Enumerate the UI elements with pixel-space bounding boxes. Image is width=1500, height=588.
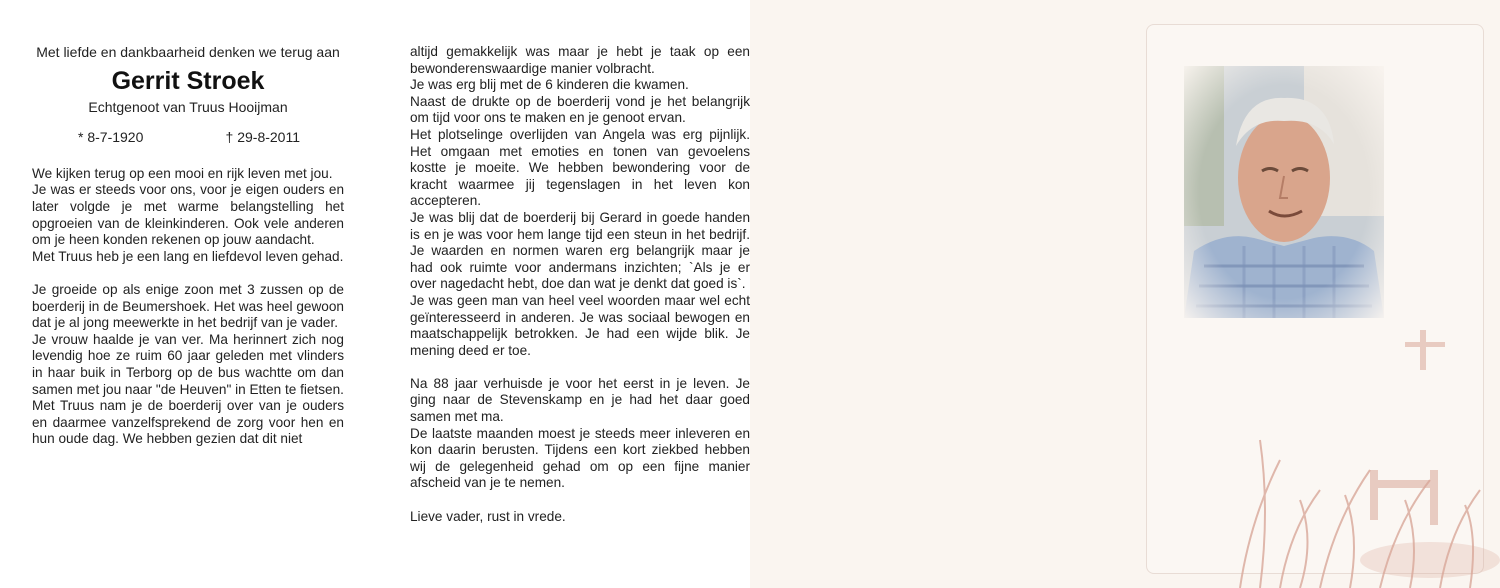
paragraph: Je groeide op als enige zoon met 3 zussen op de boerderij in de Beumershoek. Het was heel gewoon dat je al jong meewerkte in het bedrijf van je vader.: [32, 281, 344, 331]
paragraph: Je was er steeds voor ons, voor je eigen ouders en later volgde je met warme belangstelling het opgroeien van de kleinkinderen. Ook vele anderen om je heen konden rekenen op jouw aandacht.: [32, 182, 344, 248]
paragraph: Je vrouw haalde je van ver. Ma herinnert zich nog levendig hoe ze ruim 60 jaar geleden met vlinders in haar buik in Terborg op de bus wachtte om dan samen met jou naar "de Heuven" in Etten te fietsen.: [32, 331, 344, 397]
paragraph: Naast de drukte op de boerderij vond je het belangrijk om tijd voor ons te maken en je genoot ervan.: [410, 93, 750, 126]
paragraph: Het plotselinge overlijden van Angela was erg pijnlijk. Het omgaan met emoties en tonen van gevoelens kostte je moeite. We hebben bewondering voor de kracht waarmee jij tegenslagen in het leven kon accepteren.: [410, 126, 750, 209]
header: [32, 44, 344, 115]
paragraph: Je was erg blij met de 6 kinderen die kwamen.: [410, 77, 689, 93]
life-dates: [78, 129, 300, 146]
right-page: [750, 0, 1500, 588]
paragraph: Met Truus heb je een lang en liefdevol leven gehad.: [32, 248, 344, 264]
paragraph: Na 88 jaar verhuisde je voor het eerst in je leven. Je ging naar de Stevenskamp en je had het daar goed samen met ma.: [410, 375, 750, 425]
paragraph: We kijken terug op een mooi en rijk leven met jou.: [32, 165, 333, 181]
birth-date: * 8-7-1920: [78, 129, 144, 146]
decorative-grass-illustration: [1220, 320, 1500, 588]
paragraph: Met Truus nam je de boerderij over van je ouders en daarmee vanzelfsprekend de zorg voor hen en hun oude dag. We hebben gezien dat dit niet: [32, 398, 344, 447]
paragraph: altijd gemakkelijk was maar je hebt je taak op een bewonderenswaardige manier volbracht.: [410, 44, 750, 76]
deceased-name: Gerrit Stroek: [111, 66, 265, 95]
paragraph: Je was geen man van heel veel woorden maar wel echt geïnteresseerd in anderen. Je was sociaal bewogen en maatschappelijk betrokken. Je had een wijde blik. Je mening deed er toe.: [410, 292, 750, 358]
paragraph: Je was blij dat de boerderij bij Gerard in goede handen is en je was voor hem lange tijd een steun in het bedrijf. Je waarden en normen waren erg belangrijk maar je had ook ruimte voor andermans inzichten; `Als je er over nagedacht hebt, doe dan wat je denkt dat goed is`.: [410, 209, 750, 292]
paragraph: De laatste maanden moest je steeds meer inleveren en kon daarin berusten. Tijdens een kort ziekbed hebben wij de gelegenheid gehad om op een fijne manier afscheid van je te nemen.: [410, 425, 750, 491]
text-column-left: [32, 44, 344, 448]
spouse-line: Echtgenoot van Truus Hooijman: [88, 98, 288, 115]
text-column-right: [410, 44, 750, 525]
intro-line: Met liefde en dankbaarheid denken we terug aan: [36, 44, 340, 60]
closing-line: Lieve vader, rust in vrede.: [410, 508, 566, 524]
death-date: † 29-8-2011: [225, 129, 300, 146]
portrait-photo: [1184, 66, 1384, 318]
